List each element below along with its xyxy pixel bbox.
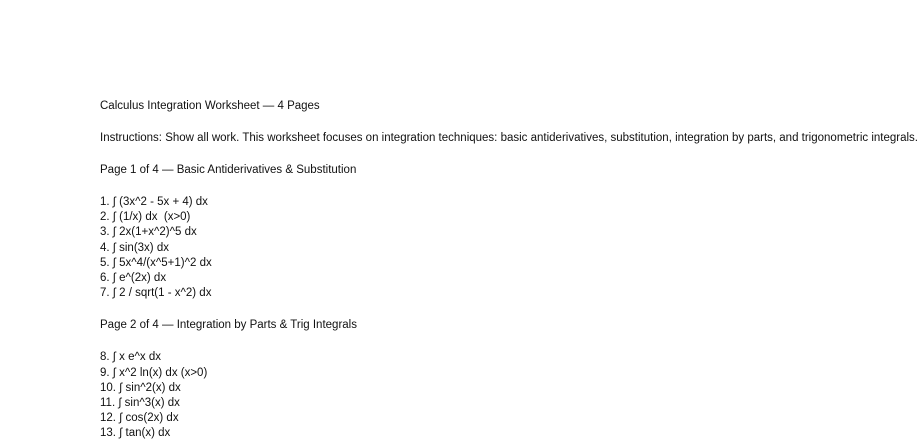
worksheet-instructions: Instructions: Show all work. This worksheet focuses on integration techniques: basic antiderivatives, substitution, integration by parts, and trigonometric integrals.: [100, 132, 918, 144]
problem-5: 5. ∫ 5x^4/(x^5+1)^2 dx: [100, 256, 212, 269]
page-2-heading: Page 2 of 4 — Integration by Parts & Trig Integrals: [100, 319, 357, 332]
problem-6: 6. ∫ e^(2x) dx: [100, 271, 167, 284]
problem-8: 8. ∫ x e^x dx: [100, 351, 161, 364]
problem-11: 11. ∫ sin^3(x) dx: [100, 396, 180, 409]
worksheet-document: [100, 99, 918, 441]
problem-4: 4. ∫ sin(3x) dx: [100, 241, 169, 254]
problem-10: 10. ∫ sin^2(x) dx: [100, 381, 181, 394]
page-1-problem-list: [100, 195, 784, 301]
problem-13: 13. ∫ tan(x) dx: [100, 427, 171, 440]
problem-3: 3. ∫ 2x(1+x^2)^5 dx: [100, 226, 197, 239]
page-2-problem-list: [100, 350, 784, 441]
problem-12: 12. ∫ cos(2x) dx: [100, 412, 179, 425]
problem-9: 9. ∫ x^2 ln(x) dx (x>0): [100, 366, 208, 379]
problem-2: 2. ∫ (1/x) dx (x>0): [100, 211, 191, 224]
problem-7: 7. ∫ 2 / sqrt(1 - x^2) dx: [100, 287, 212, 300]
page-1-heading: Page 1 of 4 — Basic Antiderivatives & Substitution: [100, 164, 357, 176]
worksheet-title: Calculus Integration Worksheet — 4 Pages: [100, 100, 320, 112]
problem-1: 1. ∫ (3x^2 - 5x + 4) dx: [100, 196, 208, 208]
